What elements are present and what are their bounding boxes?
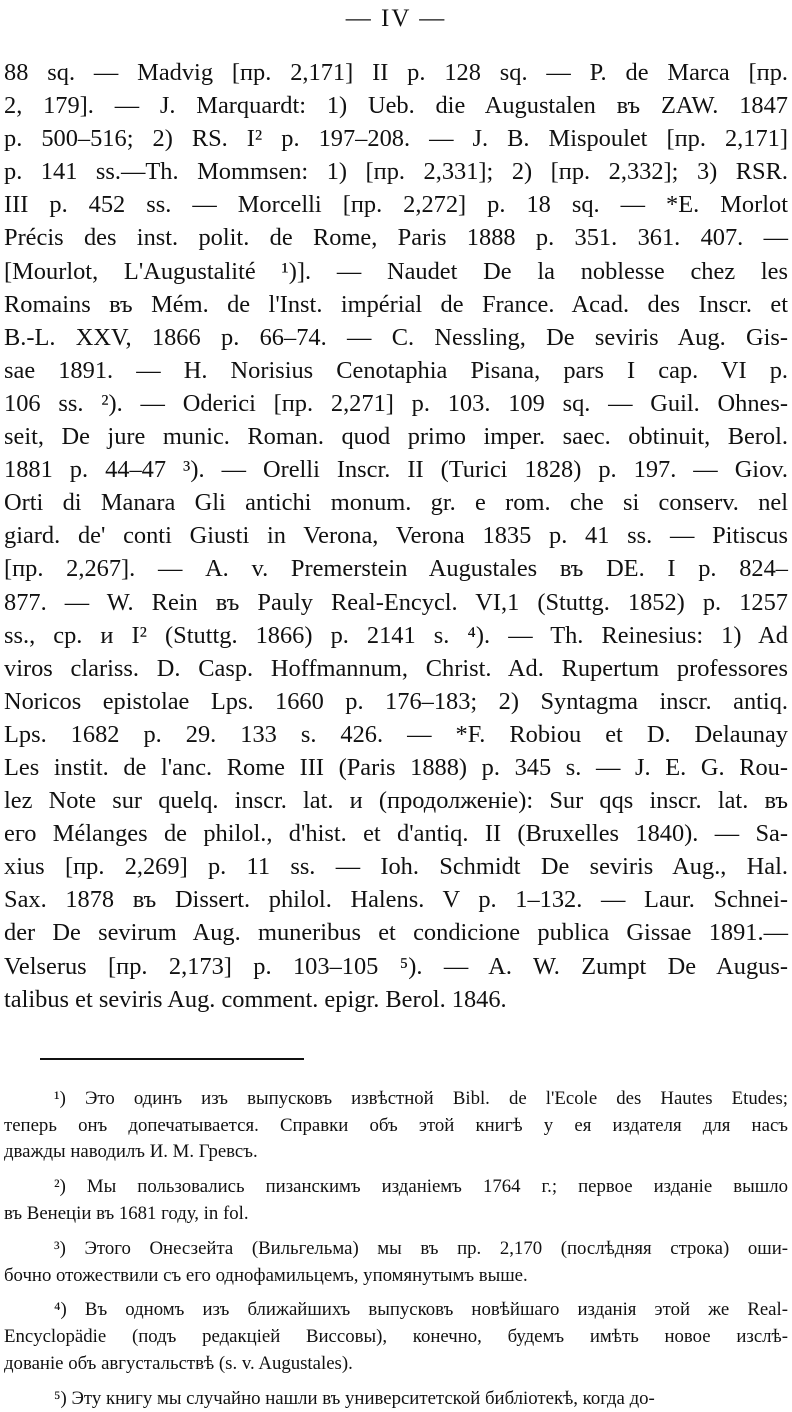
footnote-line: дованіе объ августальствѣ (s. v. Augustales). bbox=[4, 1352, 353, 1374]
footnote bbox=[4, 1297, 788, 1377]
footnote-line: ²) Мы пользовались пизанскимъ изданіемъ 1764 г.; первое изданіе вышло bbox=[54, 1176, 788, 1198]
page-number: — IV — bbox=[345, 5, 447, 32]
text-line: Sax. 1878 въ Dissert. philol. Halens. V p. 1–132. — Laur. Schnei- bbox=[4, 886, 788, 914]
text-line: Lps. 1682 p. 29. 133 s. 426. — *F. Robiou et D. Delaunay bbox=[4, 720, 788, 748]
text-line: seit, De jure munic. Roman. quod primo imper. saec. obtinuit, Berol. bbox=[4, 423, 788, 451]
text-line: 877. — W. Rein въ Pauly Real-Encycl. VI,1 (Stuttg. 1852) p. 1257 bbox=[4, 588, 788, 616]
text-line: Romains въ Mém. de l'Inst. impérial de France. Acad. des Inscr. et bbox=[4, 290, 788, 318]
text-line: III p. 452 ss. — Morcelli [пр. 2,272] p. 18 sq. — *E. Morlot bbox=[4, 191, 788, 219]
text-line: [пр. 2,267]. — A. v. Premerstein Augustales въ DE. I p. 824– bbox=[4, 555, 788, 583]
footnote-line: въ Венеціи въ 1681 году, in fol. bbox=[4, 1202, 249, 1224]
footnote-line: дважды наводилъ И. М. Гревсъ. bbox=[4, 1141, 258, 1163]
footnote bbox=[4, 1236, 788, 1290]
text-line: sae 1891. — H. Norisius Cenotaphia Pisana, pars I cap. VI p. bbox=[4, 356, 788, 384]
text-line: 2, 179]. — J. Marquardt: 1) Ueb. die Augustalen въ ZAW. 1847 bbox=[4, 92, 788, 120]
text-line: 88 sq. — Madvig [пр. 2,171] II p. 128 sq. — P. de Marca [пр. bbox=[4, 59, 788, 86]
bibliography-text bbox=[4, 56, 788, 1016]
footnote bbox=[4, 1086, 788, 1166]
text-line: 1881 p. 44–47 ³). — Orelli Inscr. II (Turici 1828) p. 197. — Giov. bbox=[4, 456, 788, 484]
footnotes bbox=[4, 1086, 788, 1412]
text-line: Orti di Manara Gli antichi monum. gr. e rom. che si conserv. nel bbox=[4, 489, 788, 517]
footnote bbox=[4, 1174, 788, 1228]
text-line: der De sevirum Aug. muneribus et condicione publica Gissae 1891.— bbox=[4, 919, 788, 947]
text-line: Velserus [пр. 2,173] p. 103–105 ⁵). — A. W. Zumpt De Augus- bbox=[4, 952, 788, 980]
footnote bbox=[4, 1386, 788, 1412]
text-line: Précis des inst. polit. de Rome, Paris 1888 p. 351. 361. 407. — bbox=[4, 224, 788, 252]
footnote-separator bbox=[40, 1058, 304, 1060]
footnote-gap bbox=[4, 1228, 788, 1236]
text-line: 106 ss. ²). — Oderici [пр. 2,271] p. 103. 109 sq. — Guil. Ohnes- bbox=[4, 389, 788, 417]
footnote-line: бочно отожествили съ его однофамильцемъ, упомянутымъ выше. bbox=[4, 1264, 528, 1286]
text-line: B.-L. XXV, 1866 p. 66–74. — C. Nessling, De seviris Aug. Gis- bbox=[4, 323, 788, 351]
text-line: его Mélanges de philol., d'hist. et d'antiq. II (Bruxelles 1840). — Sa- bbox=[4, 820, 788, 848]
footnote-gap bbox=[4, 1378, 788, 1386]
text-line: Les instit. de l'anc. Rome III (Paris 1888) p. 345 s. — J. E. G. Rou- bbox=[4, 753, 788, 781]
footnote-line: теперь онъ допечатывается. Справки объ этой книгѣ у ея издателя для насъ bbox=[4, 1114, 788, 1136]
text-line: p. 141 ss.—Th. Mommsen: 1) [пр. 2,331]; 2) [пр. 2,332]; 3) RSR. bbox=[4, 158, 788, 186]
footnote-line: ⁵) Эту книгу мы случайно нашли въ университетской библіотекѣ, когда до- bbox=[54, 1387, 655, 1409]
text-line: giard. de' conti Giusti in Verona, Verona 1835 p. 41 ss. — Pitiscus bbox=[4, 522, 788, 550]
text-line: p. 500–516; 2) RS. I² p. 197–208. — J. B. Mispoulet [пр. 2,171] bbox=[4, 125, 788, 153]
footnote-line: ³) Этого Онесзейта (Вильгельма) мы въ пр. 2,170 (послѣдняя строка) оши- bbox=[54, 1237, 788, 1259]
footnote-line: Encyclopädie (подъ редакціей Виссовы), конечно, будемъ имѣть новое изслѣ- bbox=[4, 1326, 788, 1348]
footnote-line: ⁴) Въ одномъ изъ ближайшихъ выпусковъ новѣйшаго изданія этой же Real- bbox=[54, 1299, 788, 1321]
text-line: xius [пр. 2,269] p. 11 ss. — Ioh. Schmidt De seviris Aug., Hal. bbox=[4, 853, 788, 881]
text-line: Noricos epistolae Lps. 1660 p. 176–183; 2) Syntagma inscr. antiq. bbox=[4, 687, 788, 715]
footnote-line: ¹) Это одинъ изъ выпусковъ извѣстной Bibl. de l'Ecole des Hautes Etudes; bbox=[54, 1087, 788, 1109]
footnote-gap bbox=[4, 1289, 788, 1297]
footnote-gap bbox=[4, 1166, 788, 1174]
text-line: talibus et seviris Aug. comment. epigr. Berol. 1846. bbox=[4, 985, 507, 1013]
text-line: viros clariss. D. Casp. Hoffmannum, Christ. Ad. Rupertum professores bbox=[4, 654, 788, 682]
text-line: [Mourlot, L'Augustalité ¹)]. — Naudet De la noblesse chez les bbox=[4, 257, 788, 285]
text-line: ss., ср. и I² (Stuttg. 1866) p. 2141 s. ⁴). — Th. Reinesius: 1) Ad bbox=[4, 621, 788, 649]
text-line: lez Note sur quelq. inscr. lat. и (продолженіе): Sur qqs inscr. lat. въ bbox=[4, 787, 788, 815]
